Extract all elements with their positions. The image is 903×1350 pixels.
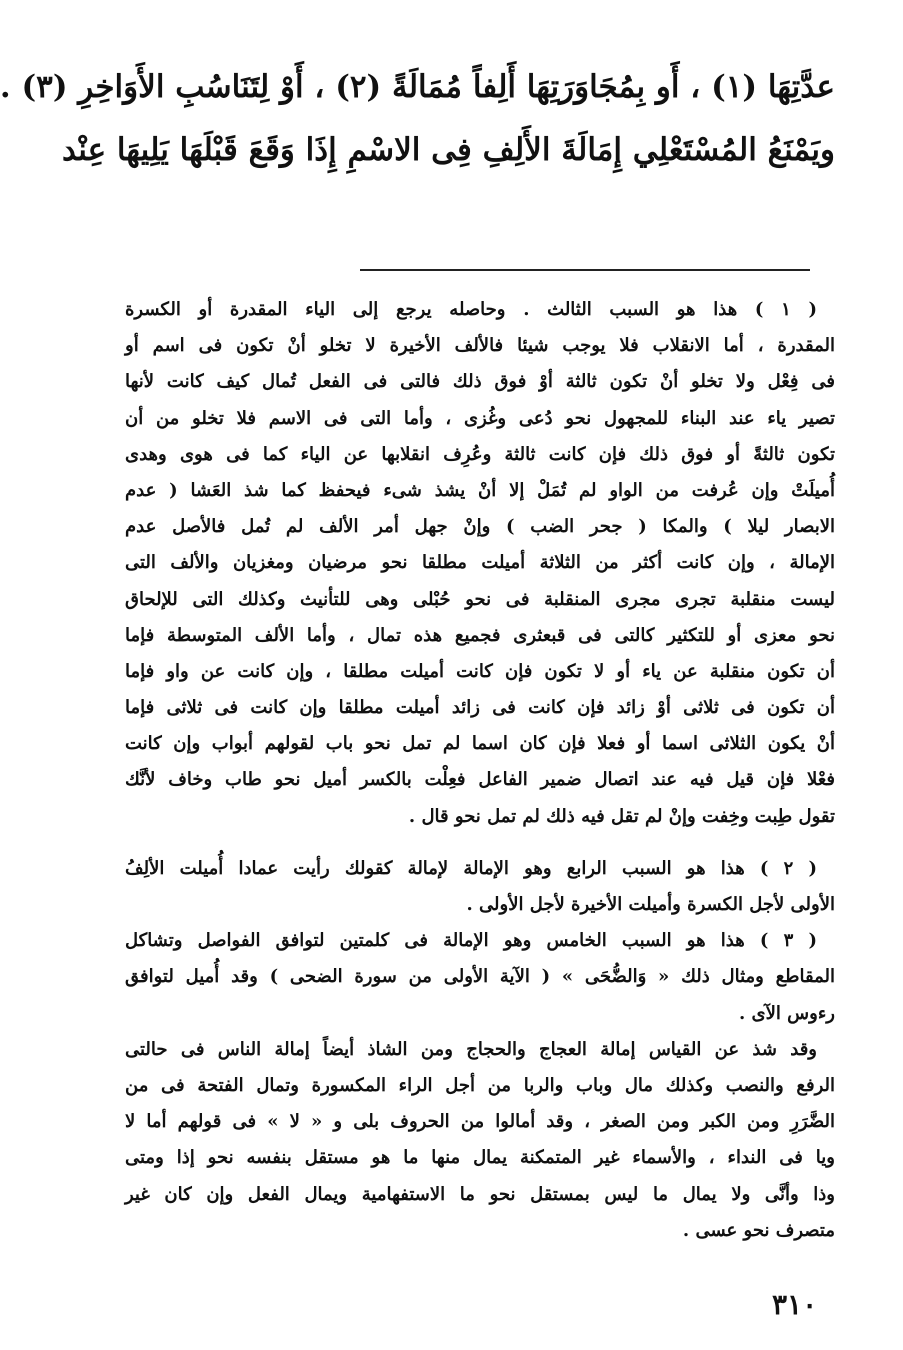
- footnote-line: ( ١ ) هذا هو السبب الثالث . وحاصله يرجع إلى الياء المقدرة أو الكسرة: [125, 299, 817, 320]
- footnote-line: الإمالة ، وإن كانت أكثر من الثلاثة أميلت مطلقا نحو مرضيان ومغزيان والألف التى: [125, 552, 835, 574]
- footnote-line: الابصار ليلا ) والمكا ( جحر الضب ) وإنْ جهل أمر الألف لم تُمل فالأصل عدم: [125, 516, 835, 538]
- footnote-line: المقاطع ومثال ذلك « وَالضُّحَى » ( الآية الأولى من سورة الضحى ) وقد أُميل لتوافق: [125, 966, 835, 988]
- footnote-line: وقد شذ عن القياس إمالة العجاج والحجاج ومن الشاذ أيضاً إمالة الناس فى حالتى: [125, 1038, 817, 1060]
- footnote-line: فعْلا فإن قيل فيه عند اتصال ضمير الفاعل فعِلْت بالكسر أميل نحو طاب وخاف لأنَّك: [125, 769, 835, 791]
- footnote-3: [125, 923, 835, 1032]
- footnote-line: أُميلَتْ وإن عُرفت من الواو لم تُمَلْ إلا أنْ يشذ شىء فيحفظ كما شذ العَشا ( عدم: [125, 479, 835, 501]
- footnote-line: وذا وأنَّى ولا يمال ما ليس بمستقل نحو ما الاستفهامية ويمال الفعل وإن كان غير: [125, 1183, 835, 1205]
- main-text-line-1: عدَّتِهَا (١) ، أَو بِمُجَاوَرَتِهَا أَلِفاً مُمَالَةً (٢) ، أَوْ لِتَنَاسُبِ الأَوَاخِرِ (٣) .: [0, 69, 835, 105]
- footnote-1: [125, 292, 835, 835]
- footnote-line: ( ٢ ) هذا هو السبب الرابع وهو الإمالة لإمالة كقولك رأيت عمادا أُميلت الألِفُ: [125, 857, 817, 879]
- footnote-line: الضَّرَرِ ومن الكبر ومن الصغر ، وقد أمالوا من الحروف بلى و « لا » فى قولهم أما لا: [125, 1111, 835, 1133]
- footnote-line: تكون ثالثةً أو فوق ذلك فإن كانت ثالثة وعُرِف انقلابها عن الياء كما فى هوى وهدى: [125, 443, 835, 465]
- footnote-line: الأولى لأجل الكسرة وأميلت الأخيرة لأجل الأولى .: [466, 894, 835, 915]
- footnote-line: المقدرة ، أما الانقلاب فلا يوجب شيئا فالألف الأخيرة لا تخلو أنْ تكون فى اسم أو: [125, 335, 835, 357]
- footnote-separator-rule: [360, 269, 810, 271]
- footnote-line: متصرف نحو عسى .: [682, 1219, 835, 1241]
- footnote-line: الرفع والنصب وكذلك مال وباب والربا من أجل الراء المكسورة وتمال الفتحة فى من: [125, 1074, 835, 1096]
- footnotes: [125, 292, 835, 1249]
- footnote-extra-paragraph: [125, 1032, 835, 1249]
- footnote-line: ويا فى النداء ، والأسماء غير المتمكنة يمال منها ما هو مستقل بنفسه نحو إذا ومتى: [125, 1147, 835, 1169]
- footnote-line: ليست منقلبة تجرى مجرى المنقلبة فى نحو حُبْلى وهى للتأنيث وكذلك التى للإلحاق: [125, 588, 835, 610]
- footnote-line: ( ٣ ) هذا هو السبب الخامس وهو الإمالة فى كلمتين لتوافق الفواصل وتشاكل: [125, 930, 817, 952]
- page-number: ٣١٠: [772, 1288, 818, 1321]
- footnote-line: رءوس الآى .: [739, 1002, 835, 1024]
- footnote-line: نحو معزى أو للتكثير كالتى فى قبعثرى فجميع هذه تمال ، وأما الألف المتوسطة فإما: [125, 624, 835, 646]
- footnote-2: [125, 851, 835, 923]
- footnote-line: أن تكون منقلبة عن ياء أو لا تكون فإن كانت أميلت مطلقا ، وإن كانت عن واو فإما: [125, 660, 835, 682]
- footnote-line: أن تكون فى ثلاثى أوْ زائد فإن كانت فى زائد أميلت مطلقا وإن كانت فى ثلاثى فإما: [125, 697, 835, 719]
- footnote-line: تصير ياء عند البناء للمجهول نحو دُعى وغُزى ، وأما التى فى الاسم فلا تخلو من أن: [125, 407, 835, 429]
- main-text-line-2: ويَمْنَعُ المُسْتَعْلِي إِمَالَةَ الأَلِفِ فِى الاسْمِ إِذَا وَقَعَ قَبْلَهَا يَلِيهَا عِنْد: [61, 132, 835, 168]
- footnote-line: أنْ يكون الثلاثى اسما أو فعلا فإن كان اسما لم تمل نحو باب لقولهم أبواب وإن كانت: [125, 733, 835, 755]
- paragraph-gap: [125, 835, 835, 851]
- footnote-line: تقول طِبت وخِفت وإنْ لم تقل فيه ذلك لم تمل نحو قال .: [408, 805, 835, 827]
- footnote-line: فى فِعْل ولا تخلو أنْ تكون ثالثة أوْ فوق ذلك فالتى فى الفعل تُمال كيف كانت لأنها: [125, 371, 835, 393]
